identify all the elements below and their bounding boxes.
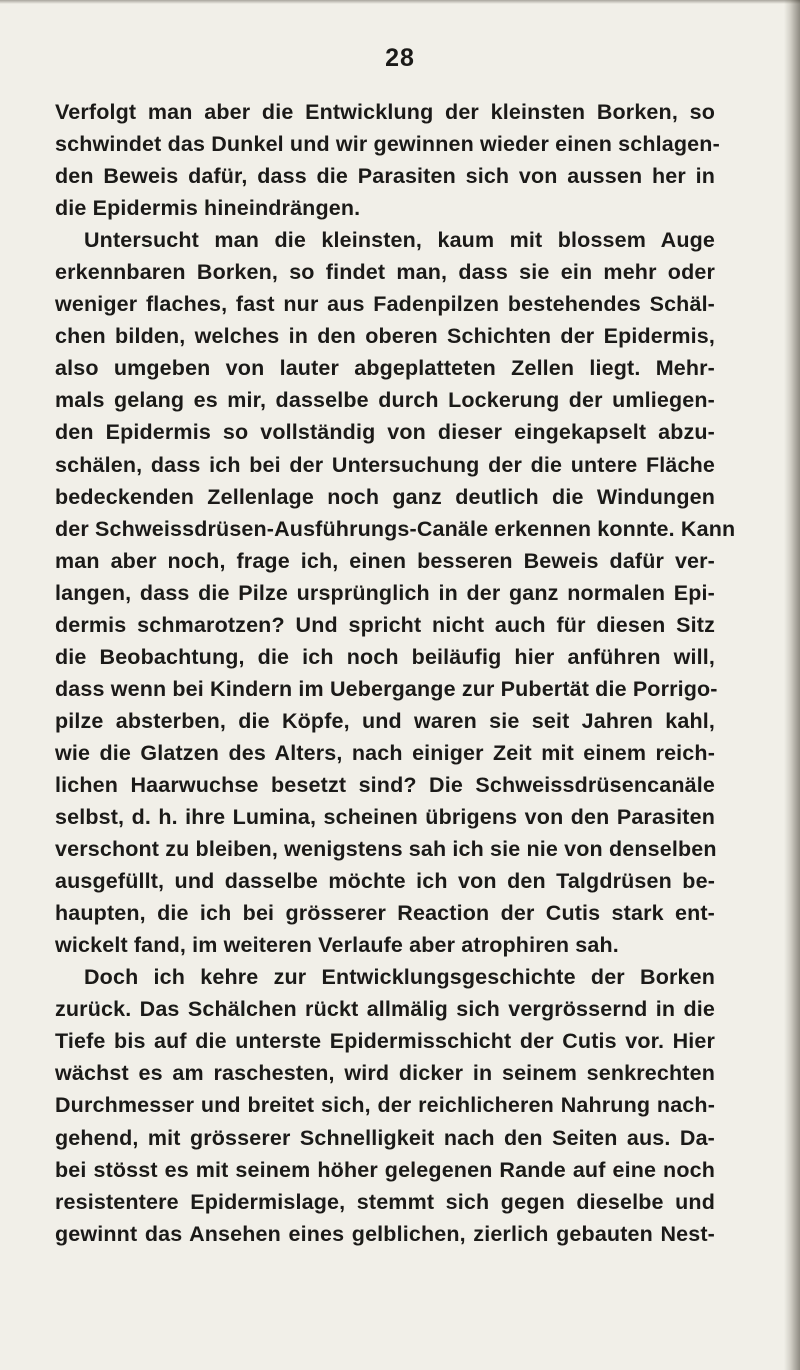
text-line: den Beweis dafür, dass die Parasiten sich von aussen her in (55, 164, 715, 189)
text-line: gewinnt das Ansehen eines gelblichen, zierlich gebauten Nest- (55, 1221, 715, 1246)
page-right-edge (784, 0, 800, 1370)
text-line: bei stösst es mit seinem höher gelegenen Rande auf eine noch (55, 1157, 715, 1182)
text-line: pilze absterben, die Köpfe, und waren sie seit Jahren kahl, (55, 708, 715, 733)
text-line: die Epidermis hineindrängen. (55, 196, 361, 221)
text-line: also umgeben von lauter abgeplatteten Zellen liegt. Mehr- (55, 356, 715, 381)
text-line: langen, dass die Pilze ursprünglich in der ganz normalen Epi- (55, 580, 715, 605)
text-line: haupten, die ich bei grösserer Reaction der Cutis stark ent- (55, 901, 715, 926)
text-line: chen bilden, welches in den oberen Schichten der Epidermis, (55, 324, 715, 349)
text-line: Verfolgt man aber die Entwicklung der kleinsten Borken, so (55, 100, 715, 124)
text-line: dermis schmarotzen? Und spricht nicht auch für diesen Sitz (55, 612, 715, 637)
text-line: gehend, mit grösserer Schnelligkeit nach den Seiten aus. Da- (55, 1125, 715, 1150)
text-line: man aber noch, frage ich, einen besseren Beweis dafür ver- (55, 548, 715, 573)
text-line: mals gelang es mir, dasselbe durch Lockerung der umliegen- (55, 388, 715, 413)
text-line: verschont zu bleiben, wenigstens sah ich sie nie von denselben (55, 837, 717, 862)
text-line: Durchmesser und breitet sich, der reichlicheren Nahrung nach- (55, 1093, 715, 1118)
text-line: weniger flaches, fast nur aus Fadenpilzen bestehendes Schäl- (55, 292, 715, 317)
text-line: Doch ich kehre zur Entwicklungsgeschichte der Borken (84, 965, 715, 990)
text-line: zurück. Das Schälchen rückt allmälig sich vergrössernd in die (55, 997, 715, 1022)
page-top-edge (0, 0, 800, 4)
text-line: Untersucht man die kleinsten, kaum mit blossem Auge (84, 228, 715, 253)
text-line: bedeckenden Zellenlage noch ganz deutlich die Windungen (55, 484, 715, 509)
text-line: wie die Glatzen des Alters, nach einiger Zeit mit einem reich- (55, 740, 715, 765)
text-line: der Schweissdrüsen-Ausführungs-Canäle erkennen konnte. Kann (55, 516, 736, 541)
text-line: lichen Haarwuchse besetzt sind? Die Schweissdrüsencanäle (55, 772, 715, 797)
page-number: 28 (385, 44, 415, 72)
text-line: die Beobachtung, die ich noch beiläufig hier anführen will, (55, 644, 715, 669)
text-line: den Epidermis so vollständig von dieser eingekapselt abzu- (55, 420, 715, 445)
text-line: Tiefe bis auf die unterste Epidermisschicht der Cutis vor. Hier (55, 1029, 715, 1054)
text-line: erkennbaren Borken, so findet man, dass sie ein mehr oder (55, 260, 715, 285)
text-line: wickelt fand, im weiteren Verlaufe aber atrophiren sah. (55, 933, 619, 958)
text-line: schälen, dass ich bei der Untersuchung der die untere Fläche (55, 452, 715, 477)
text-line: resistentere Epidermislage, stemmt sich gegen dieselbe und (55, 1189, 715, 1214)
text-line: ausgefüllt, und dasselbe möchte ich von den Talgdrüsen be- (55, 869, 715, 894)
text-line: schwindet das Dunkel und wir gewinnen wieder einen schlagen- (55, 132, 720, 157)
text-line: wächst es am raschesten, wird dicker in seinem senkrechten (55, 1061, 715, 1086)
body-text (55, 96, 736, 1250)
text-line: selbst, d. h. ihre Lumina, scheinen übrigens von den Parasiten (55, 805, 715, 830)
text-line: dass wenn bei Kindern im Uebergange zur Pubertät die Porrigo- (55, 676, 718, 701)
